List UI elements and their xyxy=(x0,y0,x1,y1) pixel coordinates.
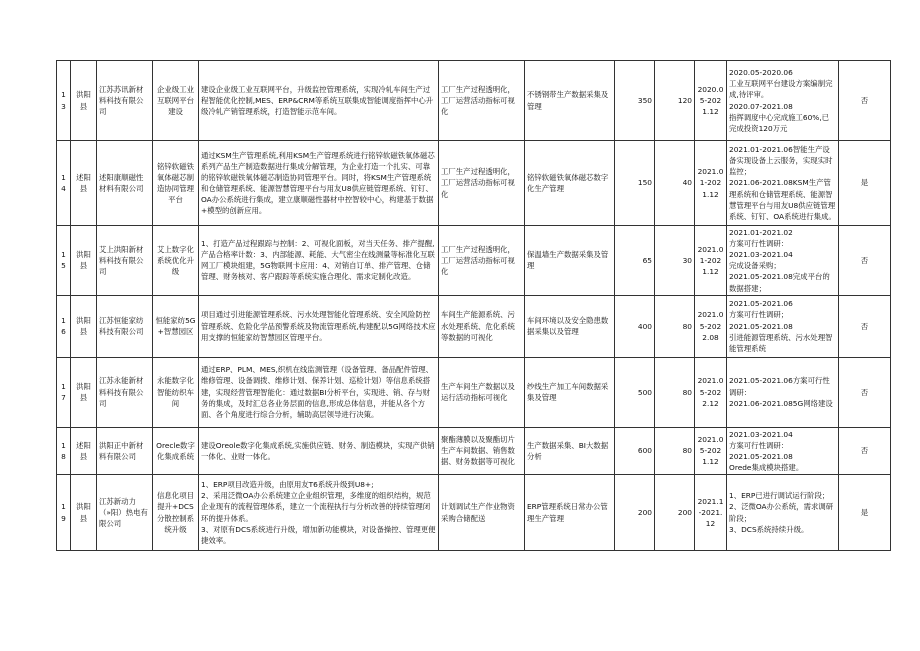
county-cell: 洪阳县 xyxy=(71,475,97,551)
table-row xyxy=(57,357,891,427)
period-cell: 2021.1-2021.12 xyxy=(695,475,727,551)
scale-cell: 80 xyxy=(655,357,695,427)
flag-cell: 是 xyxy=(839,475,891,551)
table-row xyxy=(57,475,891,551)
company-cell: 述阳康顺磁性材料有限公司 xyxy=(97,141,153,226)
data-cell: 纱线生产加工车间数据采集及管理 xyxy=(525,357,615,427)
company-cell: 艾上洪阳新材料科技有限公司 xyxy=(97,226,153,296)
table-row xyxy=(57,295,891,357)
progress-cell: 2021.01-2021.06智能生产设备实现设备上云服务，实现实时监控； 2021.06-2021.08KSM生产管理系统和仓储管理系统、能源智慧管理平台与用友U8供应链管理系统、钉钉、OA系统进行集成。 xyxy=(727,141,839,226)
application-scene-cell: 生产车间生产数据以及运行活动指标可视化 xyxy=(439,357,525,427)
progress-cell: 2021.05-2021.06 方案可行性调研； 2021.05-2021.08 引进能源管理系统、污水处理智能管理系统 xyxy=(727,295,839,357)
data-cell: 车间环境以及安全隐患数据采集以及管理 xyxy=(525,295,615,357)
progress-cell: 2021.01-2021.02 方案可行性调研： 2021.03-2021.04 完成设备采购； 2021.05-2021.08完成平台的数据搭建； xyxy=(727,226,839,296)
data-cell: 不锈钢带生产数据采集及管理 xyxy=(525,61,615,141)
row-number: 19 xyxy=(57,475,71,551)
project-content-cell: 1、ERP项目改造升级，由原用友T6系统升级到U8+; 2、采用泛微OA办公系统建立企业组织管理，多维度的组织结构，规范企业现有的流程管理体系，建立一个流程执行与分析改善的持续管理闭环的提升体系。 3、对原有DCS系统进行升级，增加新功能模块，对设备操控、管理更便捷效率。 xyxy=(199,475,439,551)
company-cell: 江苏新动力（»阳）热电有限公司 xyxy=(97,475,153,551)
application-scene-cell: 车间生产能源系统、污水处理系统、危化系统等数据的可视化 xyxy=(439,295,525,357)
data-cell: 生产数据采集、BI大数据分析 xyxy=(525,427,615,474)
row-number: 18 xyxy=(57,427,71,474)
project-type-cell: 永能数字化智能纺织车间 xyxy=(153,357,199,427)
data-cell: 保温墙生产数据采集及管理 xyxy=(525,226,615,296)
investment-cell: 500 xyxy=(615,357,655,427)
company-cell: 洪阳正中新材料有限公司 xyxy=(97,427,153,474)
table-row xyxy=(57,141,891,226)
project-content-cell: 通过KSM生产管理系统,利用KSM生产管理系统进行铭锌软磁铁氧体磁芯系列产品生产制造数据进行集成分解管理，为企业打造一个扎实、可靠的铭锌软磁铁氧体磁芯制造协同管理平台。同时，将KSM生产管理系统和仓储管理系统、能源智慧管理平台与用友U8供应链管理系统、钉钉、OA办公系统进行集成，建立康顺磁性器材中控智较中心，构建基于数据+模型的创新应用。 xyxy=(199,141,439,226)
county-cell: 洪阳县 xyxy=(71,357,97,427)
period-cell: 2020.05-2021.12 xyxy=(695,61,727,141)
progress-cell: 1、ERP已进行调试运行阶段； 2、泛微OA办公系统，需求调研阶段； 3、DCS系统持续升级。 xyxy=(727,475,839,551)
table-row xyxy=(57,427,891,474)
row-number: 16 xyxy=(57,295,71,357)
scale-cell: 200 xyxy=(655,475,695,551)
scale-cell: 80 xyxy=(655,427,695,474)
project-type-cell: 铭锌软磁铁氧体磁芯制造协同管理平台 xyxy=(153,141,199,226)
project-type-cell: 艾上数字化系统优化升级 xyxy=(153,226,199,296)
period-cell: 2021.05-2022.08 xyxy=(695,295,727,357)
investment-cell: 200 xyxy=(615,475,655,551)
row-number: 15 xyxy=(57,226,71,296)
flag-cell: 否 xyxy=(839,427,891,474)
county-cell: 洪阳县 xyxy=(71,226,97,296)
investment-cell: 600 xyxy=(615,427,655,474)
scale-cell: 80 xyxy=(655,295,695,357)
scale-cell: 120 xyxy=(655,61,695,141)
investment-cell: 400 xyxy=(615,295,655,357)
data-cell: 铭锌软磁铁氧体磁芯数字化生产管理 xyxy=(525,141,615,226)
company-cell: 江苏恒能家纺科技有限公司 xyxy=(97,295,153,357)
county-cell: 洪阳县 xyxy=(71,295,97,357)
company-cell: 江苏苏讯新材料科技有限公司 xyxy=(97,61,153,141)
project-content-cell: 建设企业级工业互联网平台，升级监控管理系统，实现冷轧车间生产过程智能优化控制,MES、ERP&CRM等系统互联集成智能调度指挥中心升级冷轧产销管理系统，打造智能示范车间。 xyxy=(199,61,439,141)
project-type-cell: Orecle数字化集成系统 xyxy=(153,427,199,474)
project-content-cell: 建设Oreole数字化集成系统,实施供应链、财务、制造模块，实现产供销一体化、业财一体化。 xyxy=(199,427,439,474)
flag-cell: 否 xyxy=(839,295,891,357)
company-cell: 江苏永能新材料科技有限公司 xyxy=(97,357,153,427)
application-scene-cell: 工厂生产过程透明化，工厂运营活动指标可视化 xyxy=(439,61,525,141)
application-scene-cell: 工厂生产过程透明化，工厂运营活动指标可视化 xyxy=(439,226,525,296)
investment-cell: 150 xyxy=(615,141,655,226)
project-type-cell: 信息化项目提升+DCS分散控制系统升级 xyxy=(153,475,199,551)
flag-cell: 否 xyxy=(839,357,891,427)
flag-cell: 否 xyxy=(839,61,891,141)
period-cell: 2021.01-2021.12 xyxy=(695,141,727,226)
investment-cell: 65 xyxy=(615,226,655,296)
project-content-cell: 1、打造产品过程跟踪与控制：2、可视化面板，对当天任务、排产提醒,产品合格率计数：3、内部能源、耗能、大气密尘在线测量等标准化互联网工厂模块组建，5G物联网卡应用：4、对销自订单、排产管理、仓储管理、财务核对、客户跟踪等系统实施合理化、需求定制化改造。 xyxy=(199,226,439,296)
scale-cell: 40 xyxy=(655,141,695,226)
project-content-cell: 通过ERP、PLM、MES,织机在线监测管理（设备管理、备品配件管理、维修管理、设备调拨、维修计划、保养计划、巡检计划）等信息系统搭建，实现经营管理智能化：通过数据BI分析平台，实现进、销、存与财务的集成，及时汇总各业务层面的信息,形成总体信息，并能从各个方面、各个角度进行综合分析，辅助高层领导进行决策。 xyxy=(199,357,439,427)
progress-cell: 2020.05-2020.06 工业互联网平台建设方案编制完成,待评审。 2020.07-2021.08 指挥调度中心完成施工60%,已完成投资120万元 xyxy=(727,61,839,141)
county-cell: 述阳县 xyxy=(71,141,97,226)
application-scene-cell: 计划调试生产作业物资采购合储配送 xyxy=(439,475,525,551)
data-cell: ERP管理系统日常办公管理生产管理 xyxy=(525,475,615,551)
application-scene-cell: 工厂生产过程透明化，工厂运营活动指标可视化 xyxy=(439,141,525,226)
project-type-cell: 恒能家纺5G+智慧园区 xyxy=(153,295,199,357)
table-row xyxy=(57,226,891,296)
scale-cell: 30 xyxy=(655,226,695,296)
county-cell: 述阳县 xyxy=(71,427,97,474)
investment-cell: 350 xyxy=(615,61,655,141)
row-number: 13 xyxy=(57,61,71,141)
row-number: 17 xyxy=(57,357,71,427)
project-table xyxy=(56,60,891,551)
flag-cell: 是 xyxy=(839,141,891,226)
row-number: 14 xyxy=(57,141,71,226)
flag-cell: 否 xyxy=(839,226,891,296)
county-cell: 洪阳县 xyxy=(71,61,97,141)
progress-cell: 2021.03-2021.04 方案可行性调研： 2021.05-2021.08 Orede集成模块搭建。 xyxy=(727,427,839,474)
period-cell: 2021.01-2021.12 xyxy=(695,226,727,296)
project-content-cell: 项目通过引进能源管理系统、污水处理智能化管理系统、安全风险防控管理系统、危险化学品预警系统及物流管理系统,构建配以5G网络技术应用支撑的恒能家纺智慧园区管理平台。 xyxy=(199,295,439,357)
period-cell: 2021.05-2022.12 xyxy=(695,357,727,427)
progress-cell: 2021.05-2021.06方案可行性调研： 2021.06-2021.085G网络建设 xyxy=(727,357,839,427)
application-scene-cell: 聚酯薄膜以及聚酯切片生产车间数据、销售数据、财务数据等可视化 xyxy=(439,427,525,474)
project-type-cell: 企业级工业互联网平台建设 xyxy=(153,61,199,141)
period-cell: 2021.05-2021.12 xyxy=(695,427,727,474)
table-row xyxy=(57,61,891,141)
